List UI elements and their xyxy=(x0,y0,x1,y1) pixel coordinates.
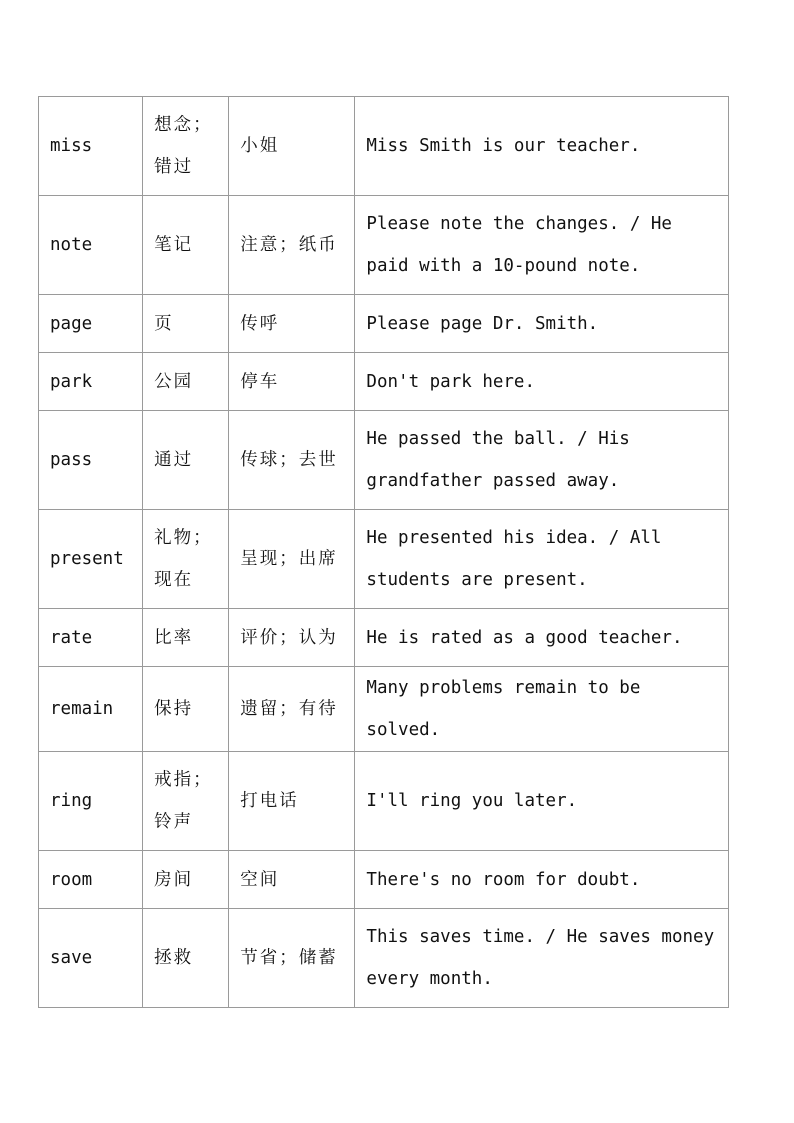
word-cell: miss xyxy=(39,97,143,196)
table-row xyxy=(39,295,729,353)
word-cell: page xyxy=(39,295,143,353)
example-cell: He is rated as a good teacher. xyxy=(355,609,729,667)
meaning-2-cell: 空间 xyxy=(229,851,355,909)
meaning-2-cell: 小姐 xyxy=(229,97,355,196)
meaning-2-cell: 传球；去世 xyxy=(229,411,355,510)
meaning-2-cell: 遗留；有待 xyxy=(229,667,355,752)
word-cell: save xyxy=(39,909,143,1008)
word-cell: rate xyxy=(39,609,143,667)
meaning-2-cell: 呈现；出席 xyxy=(229,510,355,609)
word-cell: room xyxy=(39,851,143,909)
table-row xyxy=(39,909,729,1008)
example-cell: He presented his idea. / All students are present. xyxy=(355,510,729,609)
example-cell: Many problems remain to be solved. xyxy=(355,667,729,752)
word-cell: park xyxy=(39,353,143,411)
meaning-2-cell: 传呼 xyxy=(229,295,355,353)
example-cell: Please note the changes. / He paid with a 10-pound note. xyxy=(355,196,729,295)
word-cell: pass xyxy=(39,411,143,510)
example-cell: This saves time. / He saves money every month. xyxy=(355,909,729,1008)
meaning-2-cell: 注意；纸币 xyxy=(229,196,355,295)
table-row xyxy=(39,752,729,851)
word-cell: note xyxy=(39,196,143,295)
example-cell: Miss Smith is our teacher. xyxy=(355,97,729,196)
meaning-1-cell: 房间 xyxy=(143,851,229,909)
word-cell: remain xyxy=(39,667,143,752)
example-cell: Please page Dr. Smith. xyxy=(355,295,729,353)
meaning-1-cell: 公园 xyxy=(143,353,229,411)
example-cell: I'll ring you later. xyxy=(355,752,729,851)
meaning-1-cell: 页 xyxy=(143,295,229,353)
meaning-1-cell: 戒指；铃声 xyxy=(143,752,229,851)
table-row xyxy=(39,196,729,295)
table-row xyxy=(39,510,729,609)
table-row xyxy=(39,667,729,752)
meaning-1-cell: 通过 xyxy=(143,411,229,510)
table-row xyxy=(39,609,729,667)
vocabulary-table xyxy=(38,96,729,1008)
meaning-1-cell: 想念；错过 xyxy=(143,97,229,196)
example-cell: There's no room for doubt. xyxy=(355,851,729,909)
meaning-1-cell: 笔记 xyxy=(143,196,229,295)
meaning-2-cell: 停车 xyxy=(229,353,355,411)
meaning-2-cell: 打电话 xyxy=(229,752,355,851)
meaning-1-cell: 拯救 xyxy=(143,909,229,1008)
table-row xyxy=(39,851,729,909)
meaning-1-cell: 比率 xyxy=(143,609,229,667)
example-cell: He passed the ball. / His grandfather passed away. xyxy=(355,411,729,510)
word-cell: ring xyxy=(39,752,143,851)
meaning-2-cell: 评价；认为 xyxy=(229,609,355,667)
example-cell: Don't park here. xyxy=(355,353,729,411)
table-row xyxy=(39,411,729,510)
meaning-1-cell: 保持 xyxy=(143,667,229,752)
meaning-1-cell: 礼物；现在 xyxy=(143,510,229,609)
word-cell: present xyxy=(39,510,143,609)
table-row xyxy=(39,97,729,196)
vocabulary-table-body xyxy=(39,97,729,1008)
meaning-2-cell: 节省；储蓄 xyxy=(229,909,355,1008)
table-row xyxy=(39,353,729,411)
